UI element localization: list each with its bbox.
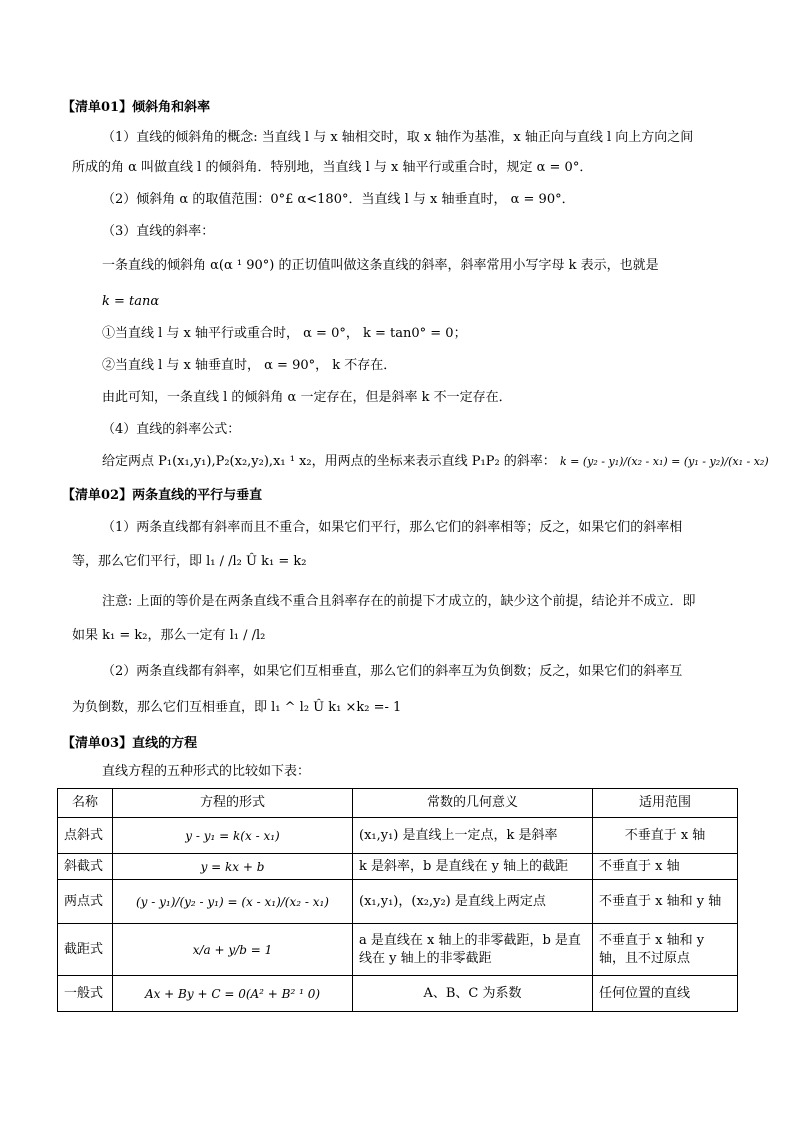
section-title-1: 【清单01】倾斜角和斜率 xyxy=(62,100,211,115)
table-row xyxy=(58,880,738,924)
form-scope: 不垂直于 x 轴 xyxy=(593,818,738,854)
paragraph: 直线方程的五种形式的比较如下表： xyxy=(102,764,311,779)
form-name: 斜截式 xyxy=(58,854,113,880)
line-equation-table xyxy=(57,788,738,1012)
table-header-cell: 适用范围 xyxy=(593,789,738,818)
form-scope: 不垂直于 x 轴和 y 轴 xyxy=(593,880,738,924)
paragraph: 如果 k₁ = k₂，那么一定有 l₁ / /l₂ xyxy=(72,628,266,643)
table-row xyxy=(58,818,738,854)
paragraph: 一条直线的倾斜角 α(α ¹ 90°) 的正切值叫做这条直线的斜率，斜率常用小写字母 k 表示，也就是 xyxy=(102,258,659,273)
form-equation: x/a + y/b = 1 xyxy=(113,924,353,976)
paragraph: （4）直线的斜率公式： xyxy=(102,422,241,437)
form-equation: y - y₁ = k(x - x₁) xyxy=(113,818,353,854)
paragraph: 所成的角 α 叫做直线 l 的倾斜角．特别地，当直线 l 与 x 轴平行或重合时，规定 α = 0°． xyxy=(72,160,593,175)
slope-formula: k = (y₂ - y₁)/(x₂ - x₁) = (y₁ - y₂)/(x₁ - x₂) xyxy=(560,455,769,468)
form-meaning: a 是直线在 x 轴上的非零截距，b 是直线在 y 轴上的非零截距 xyxy=(353,924,593,976)
form-meaning: k 是斜率，b 是直线在 y 轴上的截距 xyxy=(353,854,593,880)
form-equation: Ax + By + C = 0(A² + B² ¹ 0) xyxy=(113,976,353,1012)
paragraph: （2）两条直线都有斜率，如果它们互相垂直，那么它们的斜率互为负倒数；反之，如果它们的斜率互 xyxy=(102,664,683,679)
table-header-cell: 名称 xyxy=(58,789,113,818)
paragraph: 给定两点 P₁(x₁,y₁),P₂(x₂,y₂),x₁ ¹ x₂，用两点的坐标来表示直线 P₁P₂ 的斜率： xyxy=(102,454,556,469)
table-row xyxy=(58,976,738,1012)
paragraph: ①当直线 l 与 x 轴平行或重合时， α = 0°， k = tan0° = 0； xyxy=(102,326,467,341)
form-name: 两点式 xyxy=(58,880,113,924)
paragraph: （3）直线的斜率： xyxy=(102,224,215,239)
paragraph: （1）两条直线都有斜率而且不重合，如果它们平行，那么它们的斜率相等；反之，如果它们的斜率相 xyxy=(102,520,683,535)
table-row xyxy=(58,854,738,880)
form-meaning: (x₁,y₁) 是直线上一定点，k 是斜率 xyxy=(353,818,593,854)
table-header-cell: 常数的几何意义 xyxy=(353,789,593,818)
formula: k = tanα xyxy=(102,294,160,309)
paragraph: 等，那么它们平行，即 l₁ / /l₂ Û k₁ = k₂ xyxy=(72,554,307,569)
section-title-2: 【清单02】两条直线的平行与垂直 xyxy=(62,488,263,503)
paragraph: （1）直线的倾斜角的概念: 当直线 l 与 x 轴相交时，取 x 轴作为基准，x 轴正向与直线 l 向上方向之间 xyxy=(102,130,694,145)
form-scope: 不垂直于 x 轴和 y 轴，且不过原点 xyxy=(593,924,738,976)
form-name: 点斜式 xyxy=(58,818,113,854)
form-meaning: (x₁,y₁)，(x₂,y₂) 是直线上两定点 xyxy=(353,880,593,924)
form-name: 截距式 xyxy=(58,924,113,976)
paragraph: ②当直线 l 与 x 轴垂直时， α = 90°， k 不存在． xyxy=(102,358,397,373)
paragraph: 由此可知，一条直线 l 的倾斜角 α 一定存在，但是斜率 k 不一定存在． xyxy=(102,390,512,405)
table-row xyxy=(58,924,738,976)
table-header-row xyxy=(58,789,738,818)
paragraph: 为负倒数，那么它们互相垂直，即 l₁ ^ l₂ Û k₁ ×k₂ =- 1 xyxy=(72,700,402,715)
form-scope: 不垂直于 x 轴 xyxy=(593,854,738,880)
table-header-cell: 方程的形式 xyxy=(113,789,353,818)
form-equation: y = kx + b xyxy=(113,854,353,880)
form-scope: 任何位置的直线 xyxy=(593,976,738,1012)
form-meaning: A、B、C 为系数 xyxy=(353,976,593,1012)
section-title-3: 【清单03】直线的方程 xyxy=(62,736,198,751)
paragraph: （2）倾斜角 α 的取值范围：0°£ α<180°．当直线 l 与 x 轴垂直时， α = 90°． xyxy=(102,192,575,207)
paragraph: 注意: 上面的等价是在两条直线不重合且斜率存在的前提下才成立的，缺少这个前提，结论并不成立．即 xyxy=(102,594,696,609)
form-equation: (y - y₁)/(y₂ - y₁) = (x - x₁)/(x₂ - x₁) xyxy=(113,880,353,924)
form-name: 一般式 xyxy=(58,976,113,1012)
